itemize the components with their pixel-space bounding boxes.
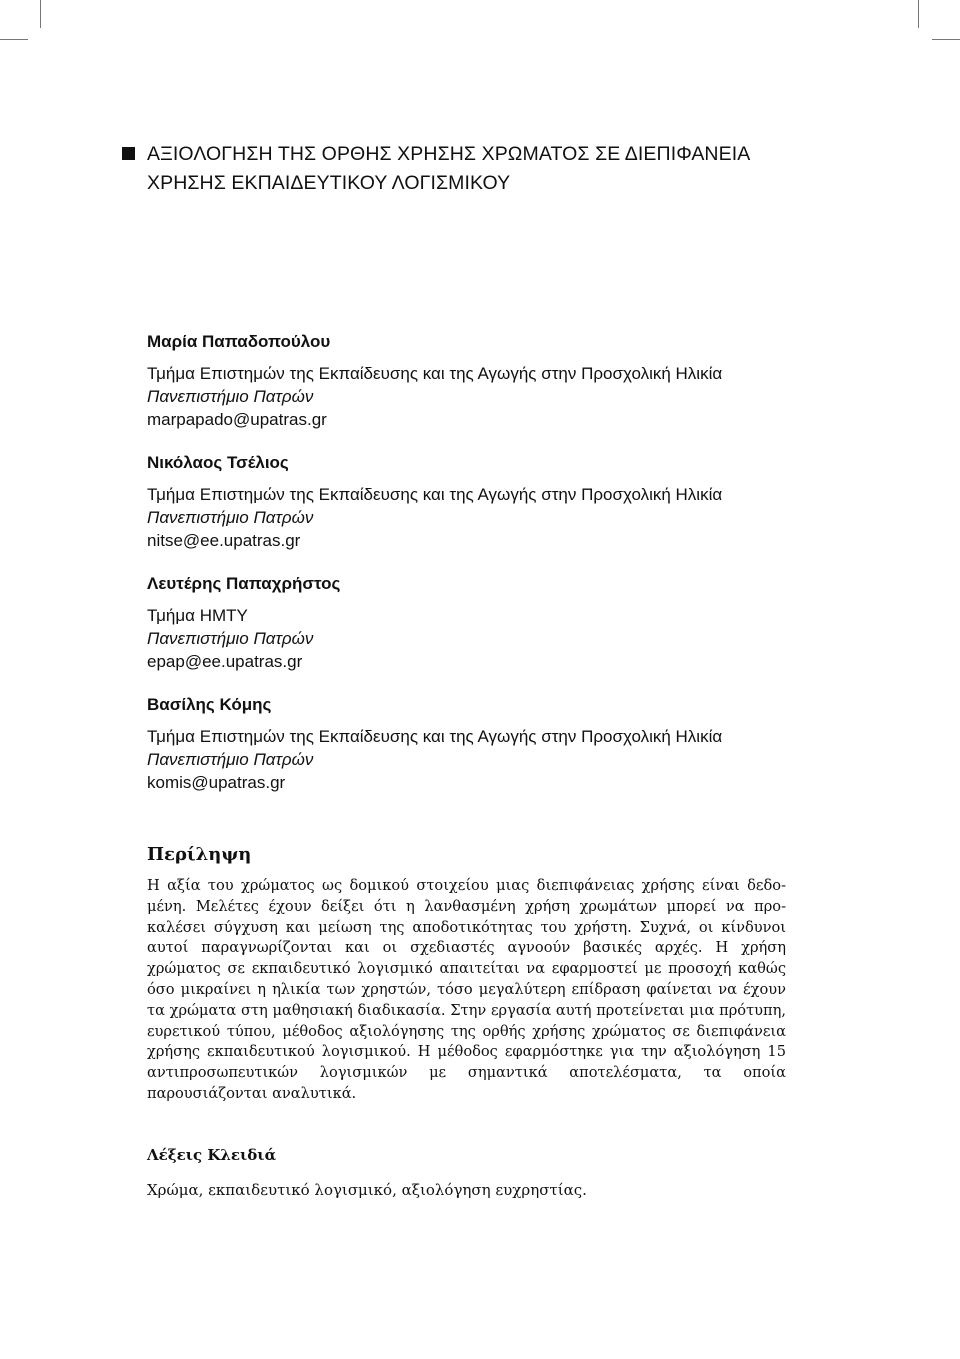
- author-block: [147, 572, 847, 673]
- author-university: Πανεπιστήμιο Πατρών: [147, 508, 314, 527]
- author-name: Βασίλης Κόμης: [147, 695, 272, 714]
- author-department: Τμήμα ΗΜΤΥ: [147, 606, 248, 625]
- author-department: Τμήμα Επιστημών της Εκπαίδευσης και της Αγωγής στην Προσχολική Ηλικία: [147, 485, 723, 504]
- crop-mark: [918, 0, 919, 28]
- author-block: [147, 451, 847, 552]
- author-name: Μαρία Παπαδοπούλου: [147, 332, 331, 351]
- keywords-heading: Λέξεις Κλειδιά: [147, 1146, 277, 1164]
- author-university: Πανεπιστήμιο Πατρών: [147, 750, 314, 769]
- author-name: Λευτέρης Παπαχρήστος: [147, 574, 341, 593]
- author-email[interactable]: nitse@ee.upatras.gr: [147, 531, 301, 550]
- abstract-body: Η αξία του χρώματος ως δομικού στοιχείου μιας διεπιφάνειας χρήσης είναι δεδομένη. Μελέτες έχουν δείξει ότι η λανθασμένη χρήση χρωμάτων μπορεί να προκαλέσει σύγχυση και μείωση της αποδοτικότητας του χρήστη. Συχνά, οι κίνδυνοι αυτοί παραγνωρίζονται και οι σχεδιαστές αγνοούν βασικές αρχές. Η χρήση χρώματος σε εκπαιδευτικό λογισμικό απαιτείται να εφαρμοστεί με προσοχή καθώς όσο μικραίνει η ηλικία των χρηστών, τόσο μεγαλύτερη επίδραση φαίνεται να έχουν τα χρώματα στη μαθησιακή διαδικασία. Στην εργασία αυτή προτείνεται μια πρότυπη, ευρετικού τύπου, μέθοδος αξιολόγησης της ορθής χρήσης χρώματος σε διεπιφάνεια χρήσης εκπαιδευτικού λογισμικού. Η μέθοδος εφαρμόστηκε για την αξιολόγηση 15 αντιπροσωπευτικών λογισμικών με σημαντικά αποτελέσματα, τα οποία παρουσιάζονται αναλυτικά.: [147, 877, 786, 1102]
- abstract-heading: Περίληψη: [147, 844, 252, 865]
- author-university: Πανεπιστήμιο Πατρών: [147, 629, 314, 648]
- author-name: Νικόλαος Τσέλιος: [147, 453, 289, 472]
- author-block: [147, 330, 847, 431]
- author-department: Τμήμα Επιστημών της Εκπαίδευσης και της Αγωγής στην Προσχολική Ηλικία: [147, 727, 723, 746]
- author-list: [147, 330, 847, 814]
- crop-mark: [40, 0, 41, 28]
- crop-mark: [932, 39, 960, 40]
- title-line-2: ΧΡΗΣΗΣ ΕΚΠΑΙΔΕΥΤΙΚΟΥ ΛΟΓΙΣΜΙΚΟΥ: [147, 172, 511, 194]
- keywords-body: Χρώμα, εκπαιδευτικό λογισμικό, αξιολόγηση ευχρηστίας.: [147, 1181, 587, 1199]
- crop-mark: [0, 39, 28, 40]
- title-line-1: ΑΞΙΟΛΟΓΗΣΗ ΤΗΣ ΟΡΘΗΣ ΧΡΗΣΗΣ ΧΡΩΜΑΤΟΣ ΣΕ ΔΙΕΠΙΦΑΝΕΙΑ: [147, 143, 751, 165]
- author-university: Πανεπιστήμιο Πατρών: [147, 387, 314, 406]
- author-department: Τμήμα Επιστημών της Εκπαίδευσης και της Αγωγής στην Προσχολική Ηλικία: [147, 364, 723, 383]
- author-block: [147, 693, 847, 794]
- author-email[interactable]: epap@ee.upatras.gr: [147, 652, 303, 671]
- square-bullet-icon: [122, 147, 135, 160]
- paper-title: [147, 140, 750, 198]
- author-email[interactable]: komis@upatras.gr: [147, 773, 286, 792]
- author-email[interactable]: marpapado@upatras.gr: [147, 410, 327, 429]
